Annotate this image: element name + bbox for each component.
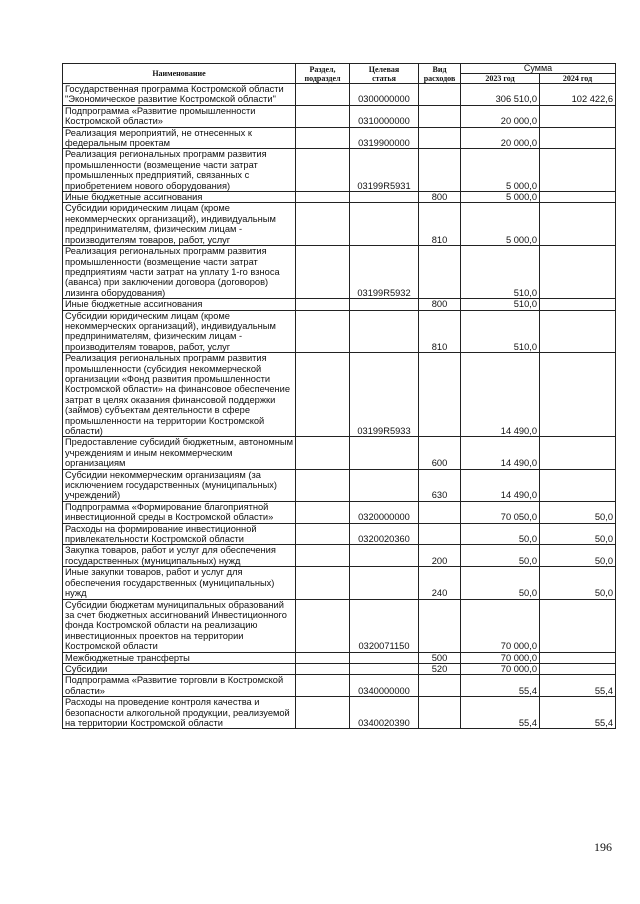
table-row [63,652,616,663]
row-name: Реализация мероприятий, не отнесенных к федеральным проектам [63,127,296,149]
row-section [296,149,350,192]
row-amount-2023: 50,0 [461,567,540,599]
row-expense-kind [419,523,461,545]
row-amount-2023: 55,4 [461,697,540,729]
row-amount-2024 [540,105,616,127]
row-target: 0319900000 [350,127,419,149]
row-name: Субсидии бюджетам муниципальных образований за счет бюджетных ассигнований Инвестиционного фонда Костромской области на реализацию инвестиционных проектов на территории Костромской области [63,599,296,652]
row-name: Субсидии некоммерческим организациям (за исключением государственных (муниципальных) учреждений) [63,469,296,501]
row-section [296,299,350,310]
row-section [296,599,350,652]
row-name: Подпрограмма «Развитие промышленности Костромской области» [63,105,296,127]
row-target: 0300000000 [350,84,419,106]
row-amount-2024 [540,437,616,469]
table-row [63,675,616,697]
row-section [296,203,350,246]
row-amount-2023: 14 490,0 [461,437,540,469]
row-amount-2024 [540,353,616,437]
table-row [63,105,616,127]
row-section [296,353,350,437]
row-target [350,663,419,674]
table-row [63,599,616,652]
budget-table [62,63,616,729]
row-name: Субсидии [63,663,296,674]
table-row [63,310,616,353]
row-expense-kind [419,501,461,523]
row-name: Государственная программа Костромской области "Экономическое развитие Костромской области" [63,84,296,106]
row-target: 0340000000 [350,675,419,697]
row-amount-2023: 510,0 [461,246,540,299]
row-target [350,545,419,567]
table-row [63,192,616,203]
table-row [63,299,616,310]
row-section [296,469,350,501]
row-expense-kind: 600 [419,437,461,469]
table-row [63,469,616,501]
row-name: Реализация региональных программ развития промышленности (возмещение части затрат предприятиям части затрат на уплату 1-го взноса (аванса) при заключении договора (договоров) лизинга оборудования) [63,246,296,299]
row-expense-kind: 500 [419,652,461,663]
row-amount-2023: 510,0 [461,299,540,310]
table-row [63,203,616,246]
row-section [296,246,350,299]
row-target: 03199R5932 [350,246,419,299]
header-target: Целевая статья [350,64,419,84]
row-expense-kind [419,246,461,299]
row-expense-kind: 810 [419,203,461,246]
row-amount-2023: 20 000,0 [461,127,540,149]
row-name: Предоставление субсидий бюджетным, автономным учреждениям и иным некоммерческим организациям [63,437,296,469]
row-target [350,299,419,310]
row-amount-2024 [540,127,616,149]
row-amount-2023: 20 000,0 [461,105,540,127]
table-row [63,545,616,567]
row-amount-2023: 55,4 [461,675,540,697]
row-amount-2024: 50,0 [540,567,616,599]
table-row [63,149,616,192]
row-expense-kind: 520 [419,663,461,674]
header-sum: Сумма [461,64,616,74]
table-row [63,84,616,106]
row-expense-kind [419,697,461,729]
row-section [296,652,350,663]
row-amount-2024 [540,149,616,192]
row-amount-2023: 50,0 [461,523,540,545]
row-amount-2023: 14 490,0 [461,353,540,437]
row-amount-2024: 102 422,6 [540,84,616,106]
row-target [350,469,419,501]
row-name: Подпрограмма «Формирование благоприятной инвестиционной среды в Костромской области» [63,501,296,523]
row-amount-2024 [540,246,616,299]
header-section: Раздел, подраздел [296,64,350,84]
row-expense-kind: 200 [419,545,461,567]
row-expense-kind [419,353,461,437]
row-target: 03199R5933 [350,353,419,437]
row-target [350,192,419,203]
row-expense-kind: 800 [419,192,461,203]
row-amount-2023: 14 490,0 [461,469,540,501]
header-name: Наименование [63,64,296,84]
row-amount-2023: 70 000,0 [461,652,540,663]
row-amount-2023: 5 000,0 [461,203,540,246]
row-name: Субсидии юридическим лицам (кроме некоммерческих организаций), индивидуальным предпринимателям, физическим лицам - производителям товаров, работ, услуг [63,310,296,353]
row-amount-2024 [540,652,616,663]
row-amount-2023: 50,0 [461,545,540,567]
row-amount-2023: 70 050,0 [461,501,540,523]
row-section [296,523,350,545]
table-row [63,127,616,149]
row-target: 03199R5931 [350,149,419,192]
row-amount-2023: 70 000,0 [461,663,540,674]
row-expense-kind [419,84,461,106]
row-amount-2023: 5 000,0 [461,192,540,203]
row-amount-2024 [540,663,616,674]
table-row [63,246,616,299]
row-name: Субсидии юридическим лицам (кроме некоммерческих организаций), индивидуальным предпринимателям, физическим лицам - производителям товаров, работ, услуг [63,203,296,246]
row-expense-kind [419,675,461,697]
row-amount-2024: 55,4 [540,675,616,697]
row-amount-2023: 306 510,0 [461,84,540,106]
row-target [350,567,419,599]
row-amount-2024 [540,310,616,353]
row-name: Межбюджетные трансферты [63,652,296,663]
table-row [63,697,616,729]
row-section [296,501,350,523]
row-name: Расходы на формирование инвестиционной привлекательности Костромской области [63,523,296,545]
row-target: 0320071150 [350,599,419,652]
row-name: Иные бюджетные ассигнования [63,299,296,310]
row-section [296,84,350,106]
row-amount-2024: 50,0 [540,501,616,523]
table-row [63,353,616,437]
row-amount-2024 [540,599,616,652]
row-amount-2023: 70 000,0 [461,599,540,652]
row-name: Расходы на проведение контроля качества и безопасности алкогольной продукции, реализуемой на территории Костромской области [63,697,296,729]
row-amount-2024 [540,203,616,246]
row-target [350,310,419,353]
row-expense-kind [419,599,461,652]
row-section [296,545,350,567]
row-name: Закупка товаров, работ и услуг для обеспечения государственных (муниципальных) нужд [63,545,296,567]
row-section [296,567,350,599]
row-section [296,675,350,697]
row-name: Иные бюджетные ассигнования [63,192,296,203]
row-name: Реализация региональных программ развития промышленности (субсидия некоммерческой организации «Фонд развития промышленности Костромской области» на финансовое обеспечение затрат в целях оказания финансовой поддержки (займов) субъектам деятельности в сфере промышленности на территории Костромской области) [63,353,296,437]
row-amount-2024 [540,299,616,310]
row-section [296,437,350,469]
table-row [63,501,616,523]
row-amount-2023: 5 000,0 [461,149,540,192]
row-section [296,310,350,353]
row-expense-kind [419,127,461,149]
row-amount-2024: 55,4 [540,697,616,729]
row-amount-2024 [540,469,616,501]
table-row [63,437,616,469]
header-year-2023: 2023 год [461,74,540,84]
page-number: 196 [594,840,612,854]
row-section [296,663,350,674]
table-row [63,663,616,674]
header-expense-kind: Вид расходов [419,64,461,84]
row-amount-2024 [540,192,616,203]
row-target: 0310000000 [350,105,419,127]
row-section [296,697,350,729]
row-name: Реализация региональных программ развития промышленности (возмещение части затрат промышленных предприятий, связанных с приобретением нового оборудования) [63,149,296,192]
row-expense-kind: 240 [419,567,461,599]
row-section [296,127,350,149]
row-expense-kind: 630 [419,469,461,501]
table-row [63,567,616,599]
row-name: Подпрограмма «Развитие торговли в Костромской области» [63,675,296,697]
row-amount-2024: 50,0 [540,523,616,545]
header-year-2024: 2024 год [540,74,616,84]
row-target: 0340020390 [350,697,419,729]
row-section [296,192,350,203]
row-expense-kind: 810 [419,310,461,353]
row-target: 0320000000 [350,501,419,523]
row-section [296,105,350,127]
table-row [63,523,616,545]
row-name: Иные закупки товаров, работ и услуг для обеспечения государственных (муниципальных) нужд [63,567,296,599]
row-amount-2023: 510,0 [461,310,540,353]
row-target [350,203,419,246]
row-expense-kind [419,149,461,192]
row-expense-kind [419,105,461,127]
row-amount-2024: 50,0 [540,545,616,567]
row-target [350,437,419,469]
row-expense-kind: 800 [419,299,461,310]
row-target: 0320020360 [350,523,419,545]
row-target [350,652,419,663]
